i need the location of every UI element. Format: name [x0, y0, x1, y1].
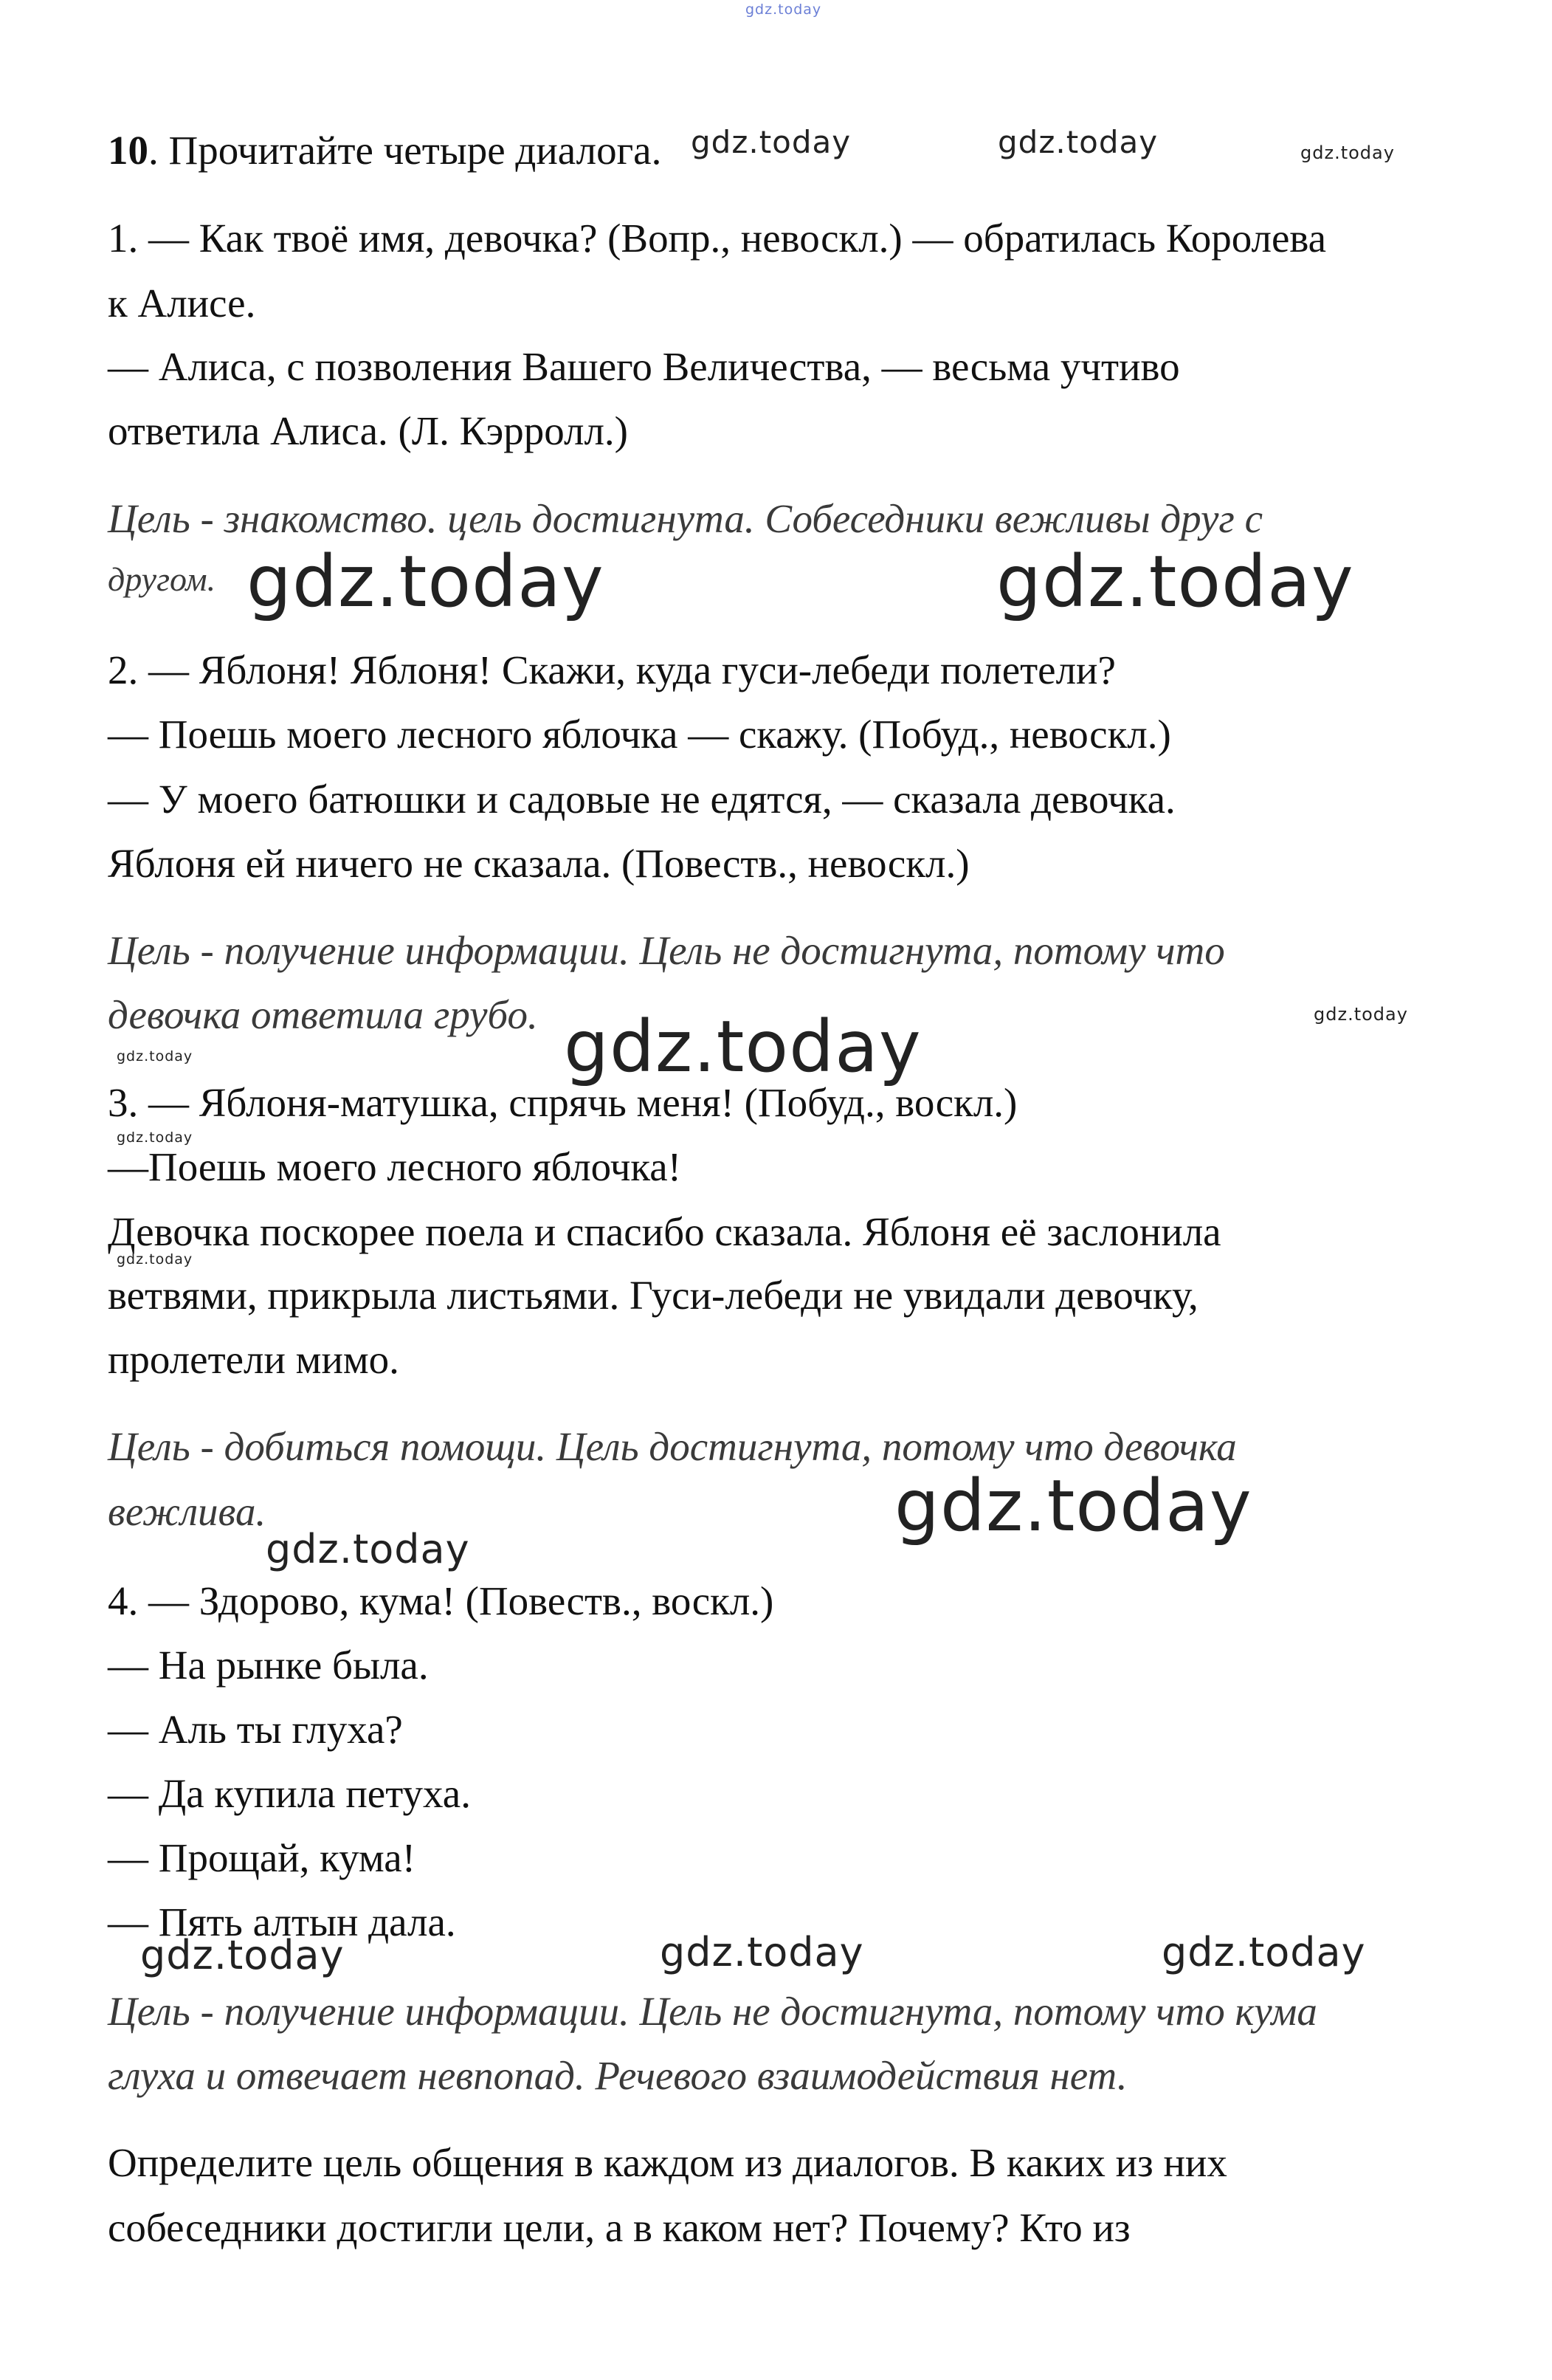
text-line: Определите цель общения в каждом из диалогов. В каких из них	[108, 2140, 1227, 2185]
text-line: ответила Алиса. (Л. Кэрролл.)	[108, 408, 628, 453]
watermark: gdz.today	[117, 1129, 193, 1146]
answer-line: вежлива.	[108, 1489, 266, 1534]
watermark: gdz.today	[996, 540, 1354, 623]
text-line: — Аль ты глуха?	[108, 1707, 403, 1752]
answer-line: Цель - получение информации. Цель не достигнута, потому что	[108, 928, 1225, 973]
task-title	[108, 130, 661, 171]
text-line: Яблоня ей ничего не сказала. (Повеств., невоскл.)	[108, 841, 970, 886]
text-line: собеседники достигли цели, а в каком нет? Почему? Кто из	[108, 2205, 1131, 2250]
text-line: 4. — Здорово, кума! (Повеств., воскл.)	[108, 1578, 774, 1623]
text-line: — Поешь моего лесного яблочка — скажу. (Побуд., невоскл.)	[108, 712, 1171, 757]
watermark: gdz.today	[1314, 1004, 1408, 1025]
watermark: gdz.today	[1300, 142, 1395, 163]
text-line: — Да купила петуха.	[108, 1771, 471, 1816]
text-line: — Алиса, с позволения Вашего Величества, — весьма учтиво	[108, 344, 1180, 389]
answer-line: девочка ответила грубо.	[108, 992, 538, 1037]
text-line: к Алисе.	[108, 281, 256, 326]
text-line: — У моего батюшки и садовые не едятся, — сказала девочка.	[108, 777, 1176, 822]
watermark: gdz.today	[117, 1251, 193, 1268]
answer-line: Цель - получение информации. Цель не достигнута, потому что кума	[108, 1989, 1317, 2034]
watermark: gdz.today	[246, 540, 604, 623]
text-line: 1. — Как твоё имя, девочка? (Вопр., невоскл.) — обратилась Королева	[108, 216, 1327, 261]
watermark: gdz.today	[140, 1932, 345, 1978]
text-line: Девочка поскорее поела и спасибо сказала. Яблоня её заслонила	[108, 1209, 1221, 1254]
watermark: gdz.today	[745, 1, 822, 18]
text-line: — Пять алтын дала.	[108, 1899, 456, 1944]
watermark: gdz.today	[894, 1465, 1252, 1547]
text-line: —Поешь моего лесного яблочка!	[108, 1144, 682, 1189]
text-line: пролетели мимо.	[108, 1337, 399, 1382]
watermark: gdz.today	[998, 124, 1159, 160]
text-line: — Прощай, кума!	[108, 1835, 416, 1880]
task-number: 10	[108, 128, 148, 173]
answer-line: Цель - знакомство. цель достигнута. Собеседники вежливы друг с	[108, 496, 1263, 541]
watermark: gdz.today	[1162, 1929, 1366, 1975]
text-line: 3. — Яблоня-матушка, спрячь меня! (Побуд., воскл.)	[108, 1080, 1018, 1125]
watermark: gdz.today	[564, 1005, 922, 1088]
answer-line: другом.	[108, 560, 216, 598]
task-title-text: . Прочитайте четыре диалога.	[148, 128, 662, 173]
text-line: — На рынке была.	[108, 1643, 429, 1688]
answer-line: глуха и отвечает невпопад. Речевого взаимодействия нет.	[108, 2053, 1128, 2098]
answer-line: Цель - добиться помощи. Цель достигнута, потому что девочка	[108, 1424, 1237, 1469]
watermark: gdz.today	[691, 124, 852, 160]
watermark: gdz.today	[660, 1929, 864, 1975]
text-line: ветвями, прикрыла листьями. Гуси-лебеди не увидали девочку,	[108, 1273, 1199, 1318]
watermark: gdz.today	[266, 1526, 470, 1572]
text-line: 2. — Яблоня! Яблоня! Скажи, куда гуси-лебеди полетели?	[108, 647, 1116, 692]
watermark: gdz.today	[117, 1048, 193, 1065]
